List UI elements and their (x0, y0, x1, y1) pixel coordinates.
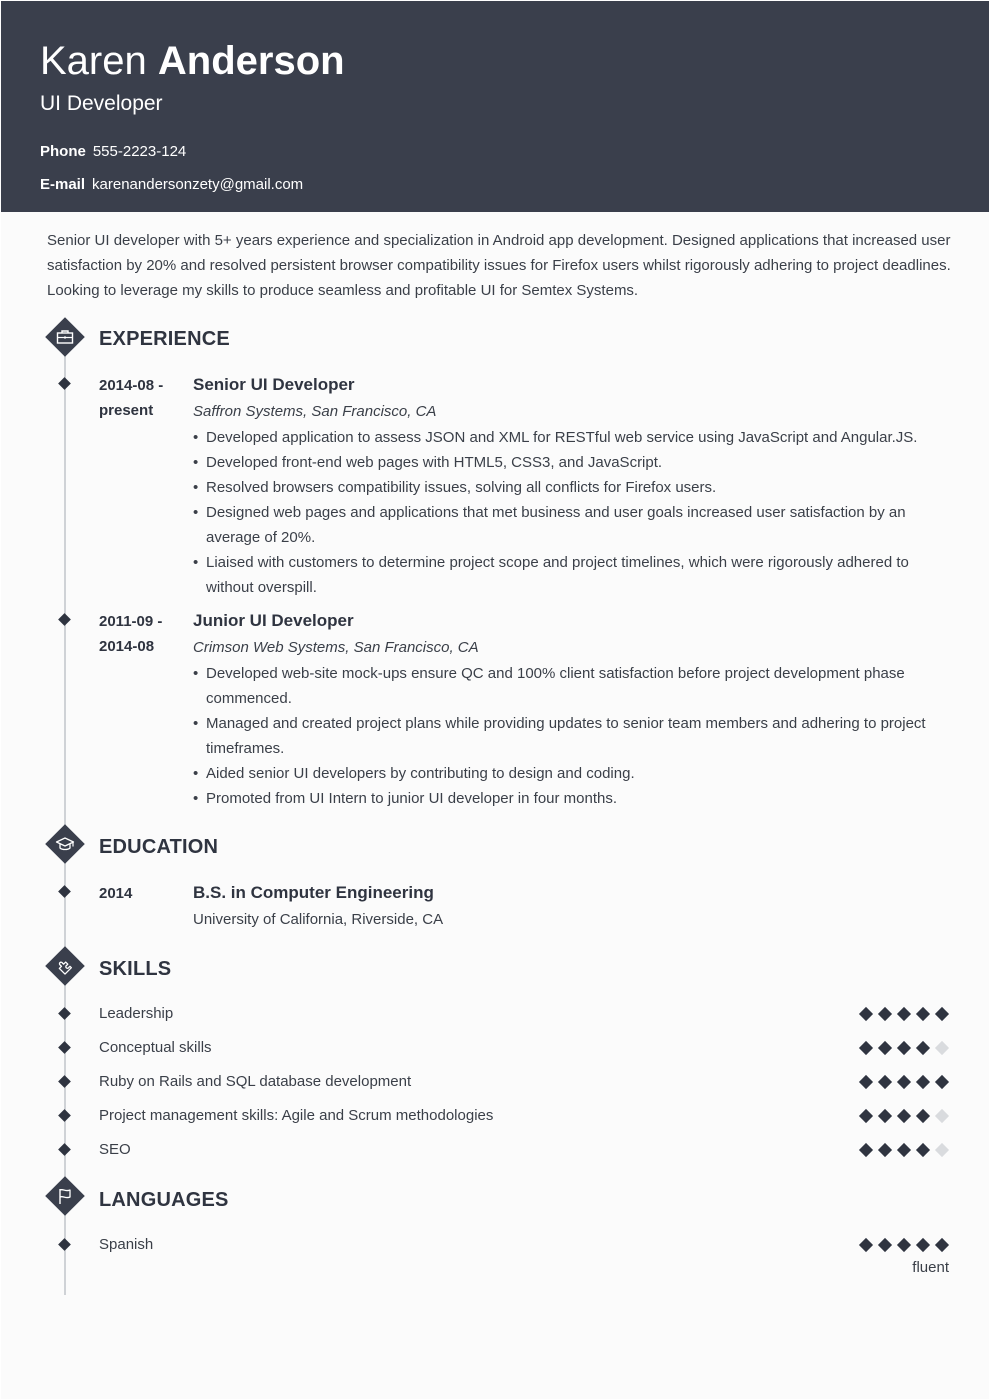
section-title-experience: EXPERIENCE (99, 328, 230, 350)
job-role: Junior UI Developer (193, 611, 354, 630)
phone-row (40, 142, 186, 162)
job-date-end: present (99, 402, 154, 419)
timeline-marker (58, 1143, 71, 1156)
job-bullet: • Designed web pages and applications that met business and user goals increased user satisfaction by an average of 20%. (193, 500, 933, 550)
rating-diamond-filled (859, 1238, 873, 1252)
section-title-education: EDUCATION (99, 836, 219, 858)
rating-diamond-filled (916, 1007, 930, 1021)
rating-diamond-filled (859, 1075, 873, 1089)
timeline-marker (58, 377, 71, 390)
job-dates (99, 609, 179, 659)
language-name: Spanish (99, 1236, 154, 1253)
email-value[interactable]: karenandersonzety@gmail.com (92, 176, 304, 193)
first-name: Karen (40, 39, 147, 83)
rating-diamond-filled (878, 1075, 892, 1089)
job-company: Crimson Web Systems, San Francisco, CA (193, 639, 479, 656)
rating-diamond-empty (935, 1109, 949, 1123)
skill-name: Leadership (99, 1005, 174, 1022)
job-bullet: • Liaised with customers to determine project scope and project timelines, which were rigorously adhered to without overspill. (193, 550, 933, 600)
rating-diamond-filled (897, 1143, 911, 1157)
last-name: Anderson (157, 39, 345, 83)
skill-name: SEO (99, 1141, 131, 1158)
rating-diamond-filled (878, 1143, 892, 1157)
rating-diamond-filled (878, 1007, 892, 1021)
language-level: fluent (912, 1259, 949, 1276)
timeline-marker (58, 1007, 71, 1020)
skill-rating (857, 1108, 957, 1124)
rating-diamond-filled (897, 1075, 911, 1089)
rating-diamond-filled (859, 1041, 873, 1055)
resume-page (1, 1, 989, 1399)
profile-summary: Senior UI developer with 5+ years experience and specialization in Android app development. Designed applications that increased user satisfaction by 20% and resolved persistent browser compatibility issues for Firefox users whilst rigorously adhering to project deadlines. Looking to leverage my skills to produce seamless and profitable UI for Semtex Systems. (47, 232, 951, 299)
job-bullet: • Managed and created project plans while providing updates to senior team members and adhering to project timeframes. (193, 711, 933, 761)
job-bullet: • Developed web-site mock-ups ensure QC and 100% client satisfaction before project development phase commenced. (193, 661, 933, 711)
job-bullet: • Developed application to assess JSON and XML for RESTful web service using JavaScript and Angular.JS. (193, 425, 933, 450)
skill-name: Project management skills: Agile and Scrum methodologies (99, 1107, 494, 1124)
school-name: University of California, Riverside, CA (193, 911, 444, 928)
job-bullet: • Developed front-end web pages with HTML5, CSS3, and JavaScript. (193, 450, 933, 475)
job-bullets (193, 425, 933, 600)
skill-rating (857, 1074, 957, 1090)
rating-diamond-empty (935, 1041, 949, 1055)
rating-diamond-filled (916, 1109, 930, 1123)
timeline-marker (58, 1238, 71, 1251)
timeline-marker (58, 1075, 71, 1088)
job-company: Saffron Systems, San Francisco, CA (193, 403, 437, 420)
email-label: E-mail (40, 176, 86, 193)
rating-diamond-filled (916, 1075, 930, 1089)
job-date-start: 2011-09 - (99, 613, 163, 630)
phone-label: Phone (40, 143, 86, 160)
rating-diamond-filled (897, 1041, 911, 1055)
rating-diamond-filled (859, 1143, 873, 1157)
rating-diamond-filled (897, 1007, 911, 1021)
job-date-start: 2014-08 - (99, 377, 164, 394)
rating-diamond-filled (916, 1041, 930, 1055)
skill-rating (857, 1040, 957, 1056)
timeline-marker (58, 1041, 71, 1054)
education-year: 2014 (99, 885, 133, 902)
skill-rating (857, 1142, 957, 1158)
rating-diamond-filled (878, 1041, 892, 1055)
degree-title: B.S. in Computer Engineering (193, 883, 434, 902)
candidate-name (40, 37, 345, 85)
phone-value: 555-2223-124 (92, 143, 187, 160)
section-title-languages: LANGUAGES (99, 1189, 229, 1211)
skill-name: Ruby on Rails and SQL database development (99, 1073, 412, 1090)
rating-diamond-filled (916, 1143, 930, 1157)
skill-name: Conceptual skills (99, 1039, 212, 1056)
job-title: UI Developer (40, 92, 163, 115)
rating-diamond-filled (935, 1075, 949, 1089)
timeline-marker (58, 885, 71, 898)
language-rating (857, 1237, 957, 1253)
rating-diamond-empty (935, 1143, 949, 1157)
skill-rating (857, 1006, 957, 1022)
rating-diamond-filled (878, 1238, 892, 1252)
job-dates (99, 373, 179, 423)
briefcase-icon (47, 319, 83, 355)
puzzle-icon (47, 948, 83, 984)
resume-header (1, 1, 989, 212)
timeline-marker (58, 1109, 71, 1122)
rating-diamond-filled (897, 1238, 911, 1252)
rating-diamond-filled (859, 1007, 873, 1021)
email-row (40, 175, 303, 195)
job-bullet: • Resolved browsers compatibility issues, solving all conflicts for Firefox users. (193, 475, 933, 500)
rating-diamond-filled (935, 1007, 949, 1021)
job-bullet: • Aided senior UI developers by contributing to design and coding. (193, 761, 933, 786)
job-role: Senior UI Developer (193, 375, 355, 394)
rating-diamond-filled (878, 1109, 892, 1123)
rating-diamond-filled (916, 1238, 930, 1252)
section-title-skills: SKILLS (99, 958, 172, 980)
rating-diamond-filled (897, 1109, 911, 1123)
job-bullet: • Promoted from UI Intern to junior UI developer in four months. (193, 786, 933, 811)
job-date-end: 2014-08 (99, 638, 155, 655)
graduation-cap-icon (47, 826, 83, 862)
rating-diamond-filled (859, 1109, 873, 1123)
job-bullets (193, 661, 933, 811)
timeline-marker (58, 613, 71, 626)
flag-icon (47, 1178, 83, 1214)
rating-diamond-filled (935, 1238, 949, 1252)
